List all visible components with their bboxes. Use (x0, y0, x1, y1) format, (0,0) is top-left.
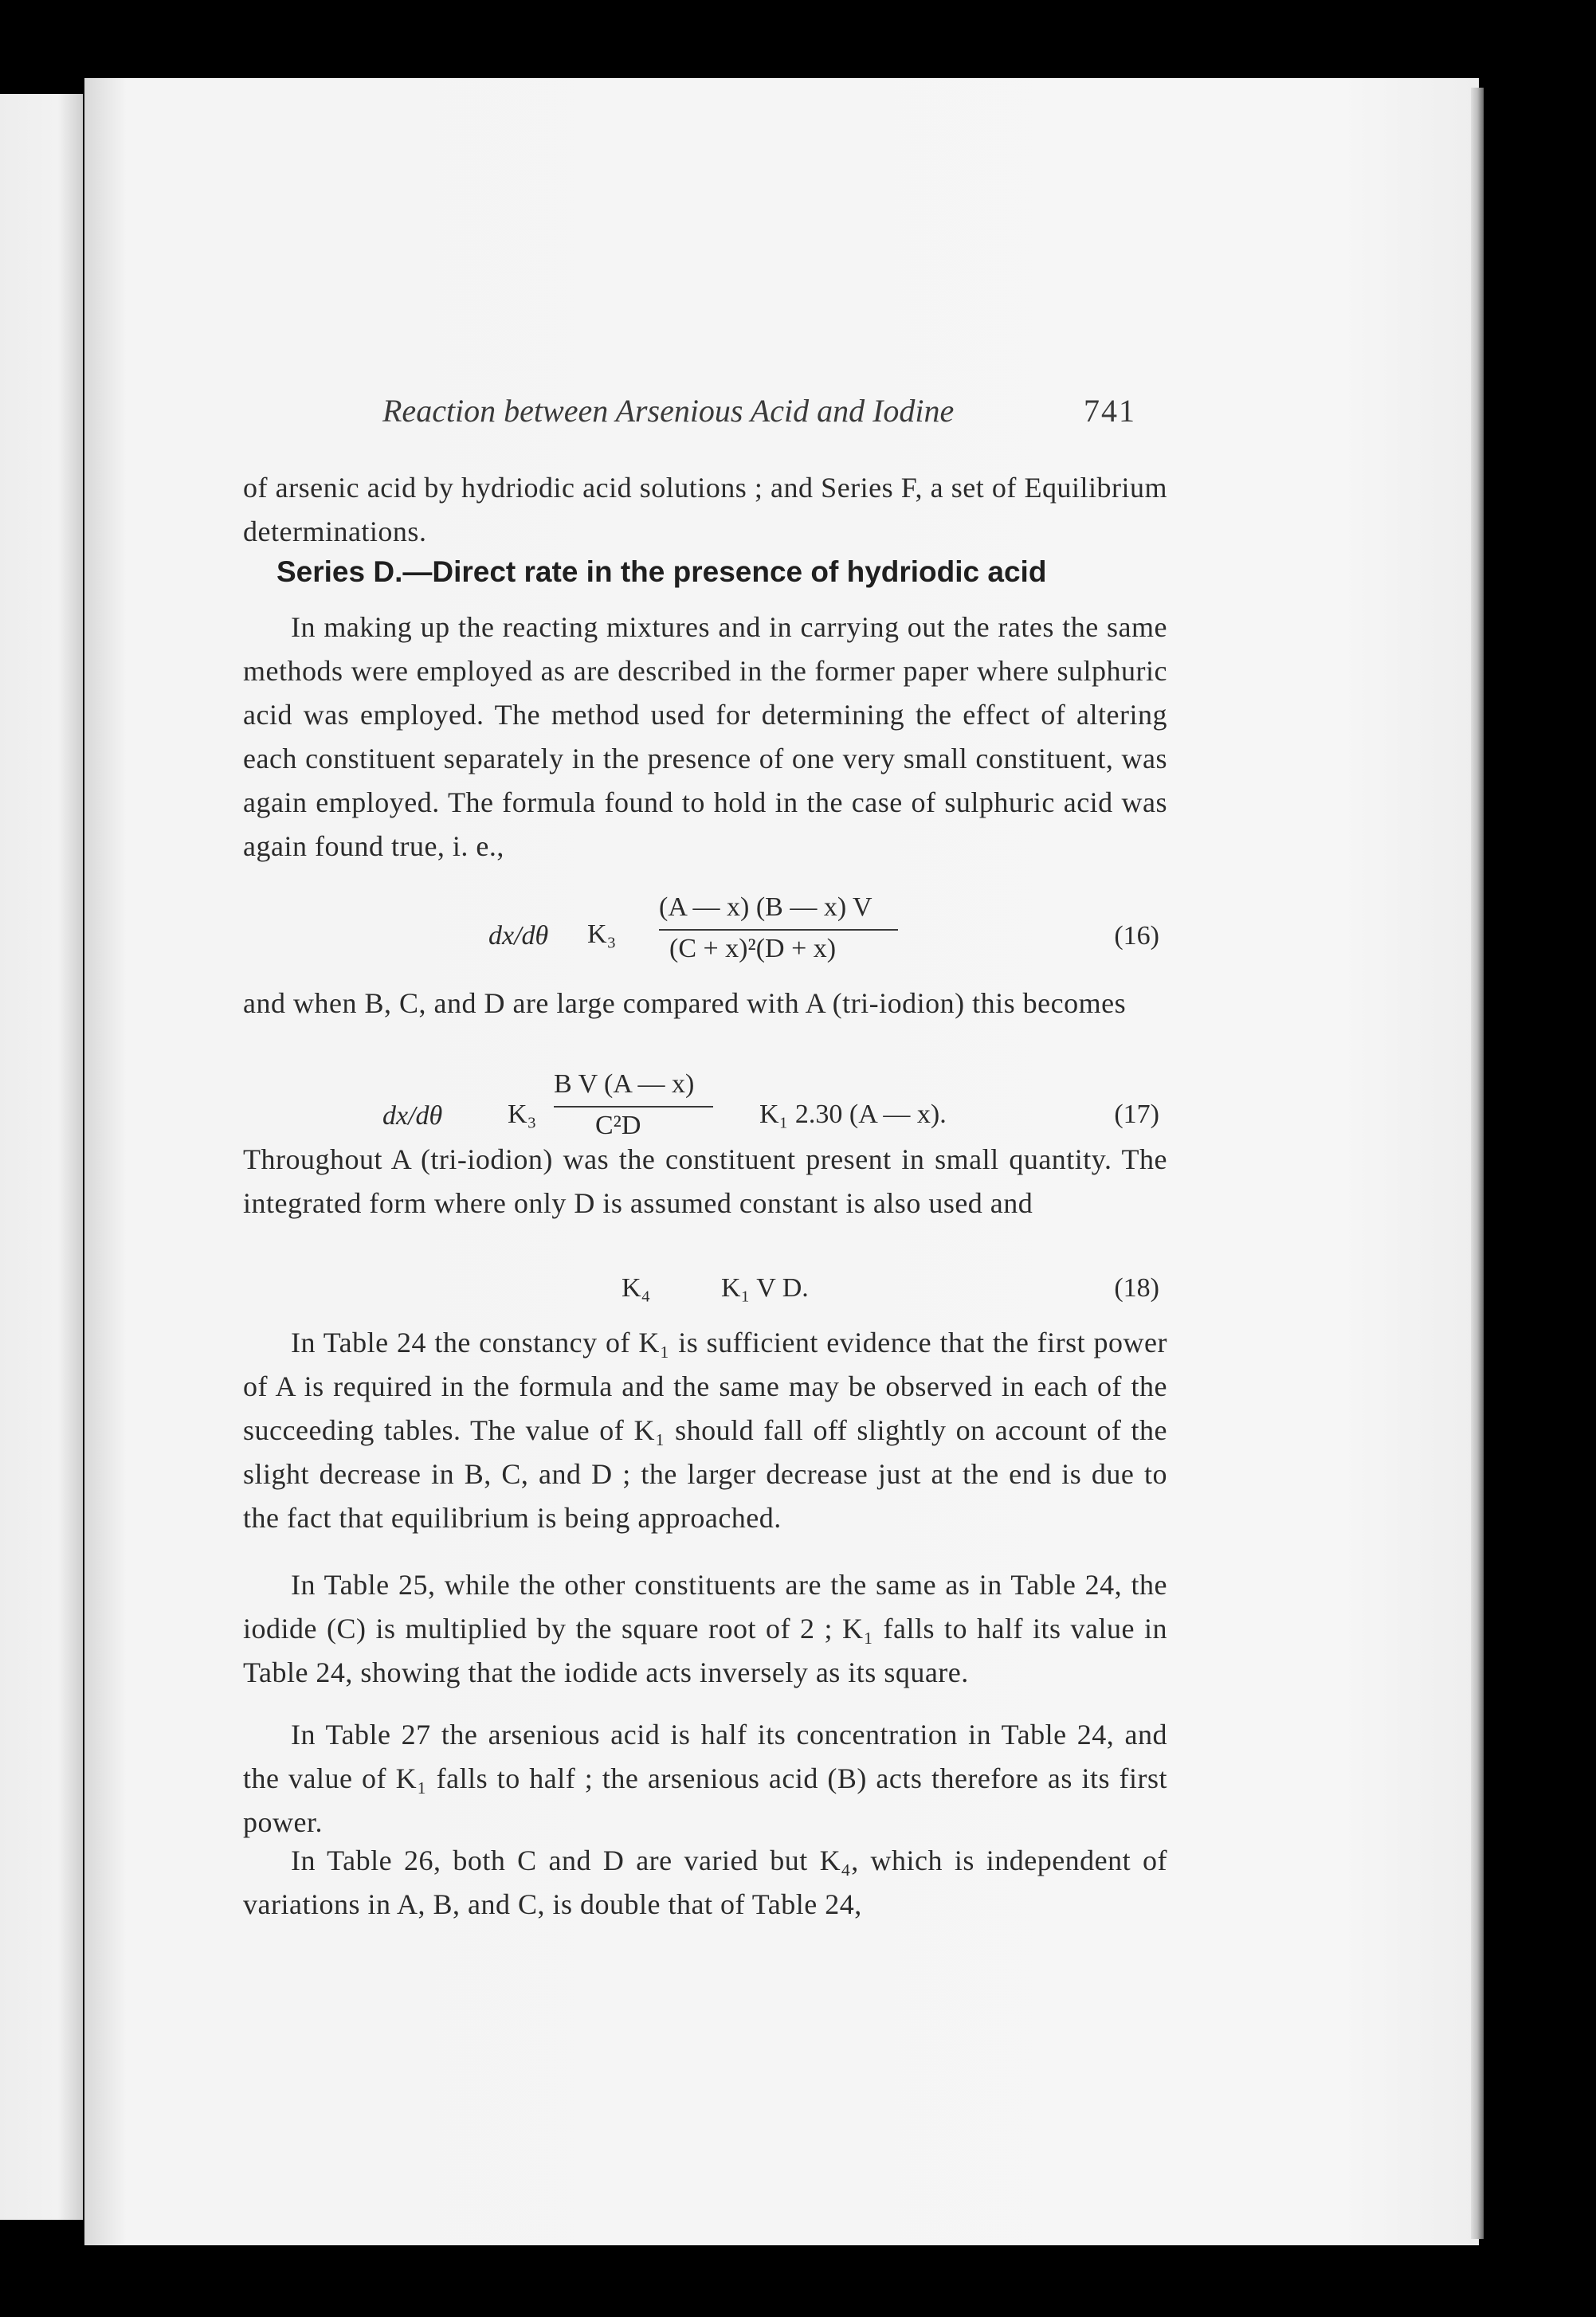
eq17-lhs: dx/dθ (382, 1101, 443, 1131)
eq16-numerator: (A — x) (B — x) V (659, 892, 873, 922)
section-heading (276, 555, 1046, 589)
eq16-fraction-bar (659, 929, 898, 931)
paragraph-4: In Table 24 the constancy of K₁ is sufficient evidence that the first power of A is required in the formula and the same may be observed in each of the succeeding tables. The value of K₁ should fall off slightly on account of the slight decrease in B, C, and D ; the larger decrease just at the end is due to the fact that equilibrium is being approached. (243, 1327, 1167, 1534)
paragraph-2: and when B, C, and D are large compared with A (tri-iodion) this becomes (243, 987, 1127, 1019)
eq17-number: (17) (1114, 1100, 1159, 1129)
page-number: 741 (1084, 393, 1136, 429)
intro-continuation: of arsenic acid by hydriodic acid solutions ; and Series F, a set of Equilibrium determinations. (243, 472, 1167, 547)
eq17-fraction-bar (554, 1106, 713, 1108)
facing-page-edge (0, 94, 83, 2220)
paragraph-1: In making up the reacting mixtures and in carrying out the rates the same methods were employed as are described in the former paper where sulphuric acid was employed. The method used for determining the effect of altering each constituent separately in the presence of one very small constituent, was again employed. The formula found to hold in the case of sulphuric acid was again found true, i. e., (243, 611, 1167, 862)
paragraph-3: Throughout A (tri-iodion) was the constituent present in small quantity. The integrated form where only D is assumed constant is also used and (243, 1143, 1167, 1219)
eq17-numerator: B V (A — x) (554, 1069, 695, 1099)
section-label: Series D. (276, 555, 403, 588)
eq18-lhs: K₄ (622, 1273, 651, 1303)
running-head: Reaction between Arsenious Acid and Iodine (382, 393, 955, 429)
equation-16 (243, 892, 1167, 980)
eq16-lhs: dx/dθ (488, 921, 549, 951)
paragraph-6: In Table 27 the arsenious acid is half its concentration in Table 24, and the value of K₁ falls to half ; the arsenious acid (B) acts therefore as its first power. (243, 1719, 1167, 1838)
eq18-rhs: K₁ V D. (721, 1273, 809, 1303)
eq16-number: (16) (1114, 921, 1159, 951)
section-title: —Direct rate in the presence of hydriodic acid (402, 555, 1047, 588)
eq18-number: (18) (1114, 1273, 1159, 1303)
paragraph-5: In Table 25, while the other constituents are the same as in Table 24, the iodide (C) is multiplied by the square root of 2 ; K₁ falls to half its value in Table 24, showing that the iodide acts inversely as its square. (243, 1569, 1167, 1688)
eq17-rhs: K₁ 2.30 (A — x). (759, 1100, 947, 1129)
eq16-coef: K₃ (587, 919, 617, 949)
eq16-denominator: (C + x)²(D + x) (669, 934, 837, 963)
eq17-denominator: C²D (595, 1111, 641, 1140)
paragraph-7: In Table 26, both C and D are varied but K₄, which is independent of variations in A, B, and C, is double that of Table 24, (243, 1845, 1167, 1920)
page-right-shadow (1471, 88, 1484, 2239)
eq17-coef: K₃ (508, 1100, 537, 1129)
